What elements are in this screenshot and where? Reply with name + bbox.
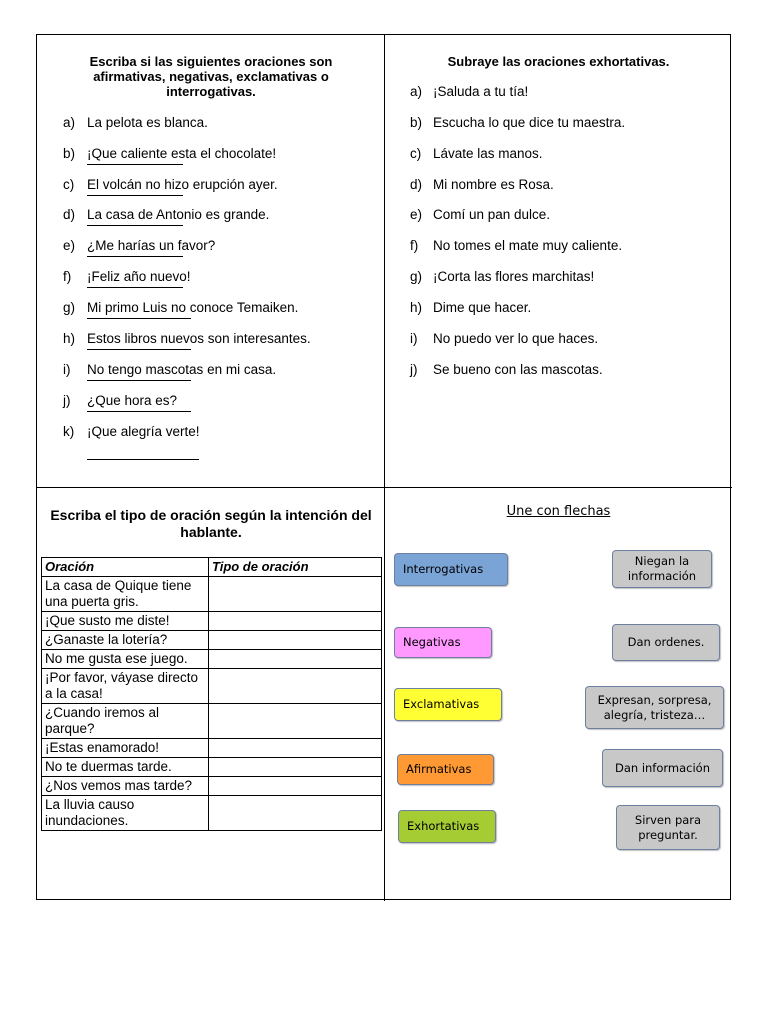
item-sentence: Estos libros nuevos son interesantes. [87,331,311,346]
table-header-row [42,558,382,577]
item-sentence[interactable]: ¡Corta las flores marchitas! [433,269,595,284]
table-row [42,777,382,796]
sentence-cell: ¿Cuando iremos al parque? [42,704,209,739]
answer-cell[interactable] [209,704,382,739]
description-box[interactable]: Expresan, sorpresa, alegría, tristeza… [585,686,724,729]
item-letter: j) [63,393,71,408]
item-sentence: Mi primo Luis no conoce Temaiken. [87,300,299,315]
table-row [42,796,382,831]
description-box[interactable]: Niegan la información [612,550,712,588]
item-letter: j) [410,362,418,377]
item-sentence[interactable]: Comí un pan dulce. [433,207,551,222]
worksheet [36,34,731,900]
answer-blank-line[interactable] [87,318,191,319]
column-header-oracion: Oración [42,558,209,577]
category-box[interactable]: Afirmativas [397,754,494,785]
category-box[interactable]: Exhortativas [398,810,496,843]
item-letter: b) [63,146,76,161]
answer-blank-line[interactable] [87,225,183,226]
description-box[interactable]: Dan información [602,749,723,787]
answer-cell[interactable] [209,650,382,669]
section4-title: Une con flechas [506,504,611,519]
item-sentence[interactable]: Lávate las manos. [433,146,543,161]
item-sentence: El volcán no hizo erupción ayer. [87,177,278,192]
sentence-cell: La casa de Quique tiene una puerta gris. [42,577,209,612]
answer-cell[interactable] [209,758,382,777]
sentence-cell: La lluvia causo inundaciones. [42,796,209,831]
item-sentence[interactable]: No puedo ver lo que haces. [433,331,599,346]
item-sentence: La pelota es blanca. [87,115,208,130]
item-sentence: No tengo mascotas en mi casa. [87,362,277,377]
answer-cell[interactable] [209,777,382,796]
answer-blank-line[interactable] [87,195,183,196]
item-sentence: La casa de Antonio es grande. [87,207,270,222]
column-header-tipo: Tipo de oración [209,558,382,577]
item-letter: c) [410,146,422,161]
answer-blank-line[interactable] [87,380,191,381]
sentence-cell: No me gusta ese juego. [42,650,209,669]
item-letter: f) [63,269,72,284]
category-box[interactable]: Interrogativas [394,553,508,586]
item-letter: e) [410,207,423,222]
sentence-cell: ¡Que susto me diste! [42,612,209,631]
answer-cell[interactable] [209,796,382,831]
description-box[interactable]: Sirven para preguntar. [616,805,720,850]
sentence-cell: No te duermas tarde. [42,758,209,777]
table-row [42,739,382,758]
item-letter: h) [410,300,423,315]
item-letter: h) [63,331,76,346]
item-sentence: ¡Que caliente esta el chocolate! [87,146,277,161]
horizontal-divider [37,487,732,488]
vertical-divider [384,35,385,901]
item-sentence: ¿Que hora es? [87,393,178,408]
table-row [42,631,382,650]
sentence-cell: ¿Ganaste la lotería? [42,631,209,650]
item-sentence[interactable]: Escucha lo que dice tu maestra. [433,115,626,130]
table-row [42,669,382,704]
item-sentence: ¡Feliz año nuevo! [87,269,191,284]
section1-title: Escriba si las siguientes oraciones son afirmativas, negativas, exclamativas o interrogativas. [89,54,333,99]
item-sentence[interactable]: No tomes el mate muy caliente. [433,238,623,253]
description-box[interactable]: Dan ordenes. [612,624,720,661]
section2-title: Subraye las oraciones exhortativas. [447,54,670,69]
item-sentence[interactable]: ¡Saluda a tu tía! [433,84,529,99]
table-row [42,612,382,631]
table-row [42,758,382,777]
item-letter: d) [410,177,423,192]
sentence-cell: ¡Estas enamorado! [42,739,209,758]
answer-blank-line[interactable] [87,287,183,288]
table-row [42,650,382,669]
item-letter: g) [410,269,423,284]
sentence-cell: ¡Por favor, váyase directo a la casa! [42,669,209,704]
item-letter: c) [63,177,75,192]
answer-blank-line[interactable] [87,459,199,460]
item-letter: d) [63,207,76,222]
item-sentence: ¡Que alegría verte! [87,424,200,439]
item-letter: f) [410,238,419,253]
sentence-type-table [41,557,382,831]
item-sentence: ¿Me harías un favor? [87,238,216,253]
item-letter: i) [410,331,418,346]
item-letter: b) [410,115,423,130]
answer-cell[interactable] [209,577,382,612]
answer-blank-line[interactable] [87,256,183,257]
answer-cell[interactable] [209,739,382,758]
answer-cell[interactable] [209,612,382,631]
answer-cell[interactable] [209,669,382,704]
item-sentence[interactable]: Mi nombre es Rosa. [433,177,554,192]
table-row [42,577,382,612]
item-letter: a) [63,115,76,130]
item-sentence[interactable]: Se bueno con las mascotas. [433,362,603,377]
item-letter: k) [63,424,75,439]
item-letter: g) [63,300,76,315]
answer-cell[interactable] [209,631,382,650]
table-row [42,704,382,739]
item-letter: e) [63,238,76,253]
section3-title: Escriba el tipo de oración según la intención del hablante. [50,507,372,540]
category-box[interactable]: Negativas [394,627,492,658]
answer-blank-line[interactable] [87,349,191,350]
item-letter: a) [410,84,423,99]
item-sentence[interactable]: Dime que hacer. [433,300,532,315]
item-letter: i) [63,362,71,377]
category-box[interactable]: Exclamativas [394,688,502,721]
answer-blank-line[interactable] [87,411,191,412]
answer-blank-line[interactable] [87,164,183,165]
sentence-cell: ¿Nos vemos mas tarde? [42,777,209,796]
